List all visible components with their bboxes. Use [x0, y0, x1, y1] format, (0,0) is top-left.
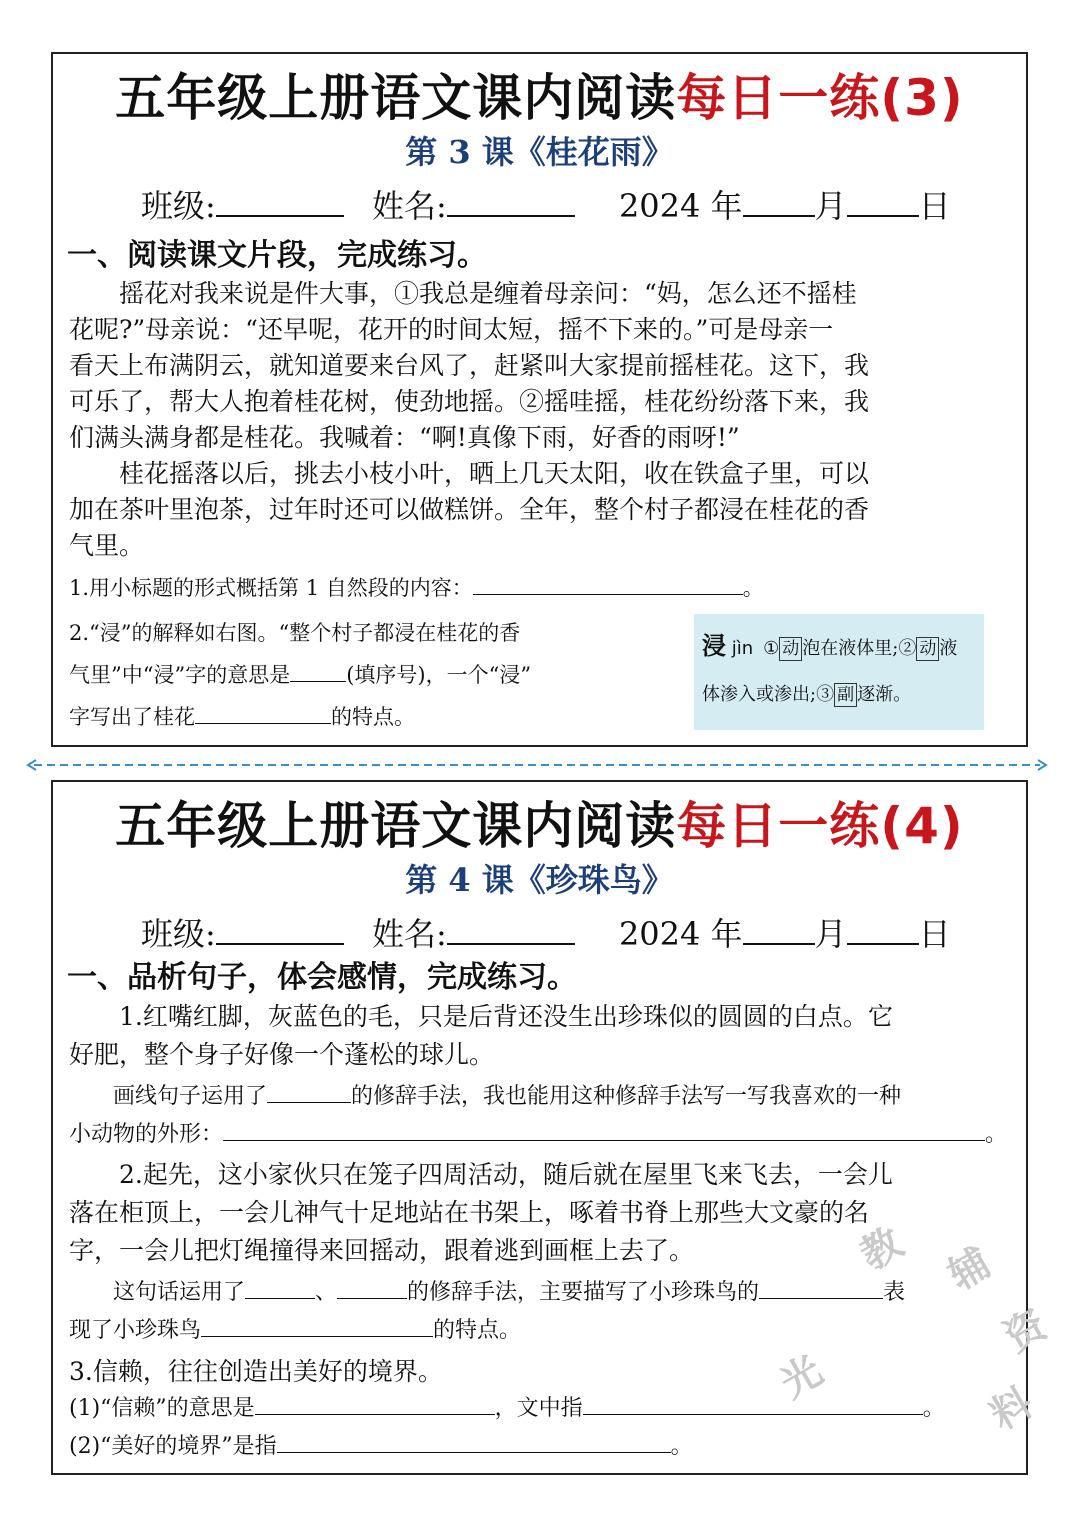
month-blank[interactable] — [743, 913, 815, 945]
day-label: 日 — [918, 915, 951, 953]
question-text: 。 — [922, 1396, 945, 1421]
dashed-divider-arrow — [26, 759, 1048, 771]
watermark-char: 光 — [772, 1346, 831, 1408]
passage-line: 摇花对我来说是件大事，①我总是缠着母亲问：“妈，怎么还不摇桂 — [119, 279, 857, 308]
name-blank[interactable] — [447, 185, 575, 217]
question-text: 的特点。 — [433, 1318, 522, 1343]
question-text: 。 — [985, 1122, 1008, 1147]
title-main: 五年级上册语文课内阅读 — [115, 797, 677, 855]
question-text: 小动物的外形： — [69, 1122, 224, 1147]
year-label: 2024 年 — [618, 915, 743, 953]
class-blank[interactable] — [216, 185, 344, 217]
passage-line: 看天上布满阴云，就知道要来台风了，赶紧叫大家提前摇桂花。这下，我 — [69, 351, 870, 380]
answer-blank[interactable] — [277, 1430, 671, 1453]
reading-passage — [69, 276, 1008, 564]
watermark-char: 辅 — [940, 1238, 999, 1300]
passage-line: 桂花摇落以后，挑去小枝小叶，晒上几天太阳，收在铁盒子里，可以 — [119, 459, 870, 488]
section-heading: 一、品析句子，体会感情，完成练习。 — [67, 960, 577, 995]
sentence-line: 好肥，整个身子好像一个蓬松的球儿。 — [69, 1040, 495, 1069]
dict-pos-tag: 动 — [779, 637, 802, 661]
question-2-line: 字写出了桂花 — [69, 705, 195, 729]
question-text: 现了小珍珠鸟 — [69, 1318, 202, 1343]
answer-blank[interactable] — [583, 1392, 923, 1415]
answer-blank[interactable] — [337, 1276, 407, 1299]
sentence-line: 落在柜顶上，一会儿神气十足地站在书架上，啄着书脊上那些大文豪的名 — [69, 1198, 870, 1227]
answer-blank[interactable] — [223, 1118, 985, 1141]
question-2 — [69, 1274, 1008, 1350]
day-blank[interactable] — [847, 913, 919, 945]
question-1-text: 1.用小标题的形式概括第 1 自然段的内容： — [69, 576, 473, 600]
year-label: 2024 年 — [618, 187, 743, 225]
title-red: 每日一练(4) — [676, 797, 964, 855]
answer-blank[interactable] — [201, 1314, 433, 1337]
question-text: (1)“信赖”的意思是 — [69, 1396, 255, 1421]
question-text: 画线句子运用了 — [113, 1084, 268, 1109]
dict-pos-tag: 动 — [916, 637, 939, 661]
month-label: 月 — [814, 187, 847, 225]
question-text: 的修辞手法，主要描写了小珍珠鸟的 — [407, 1280, 760, 1305]
question-text: 的修辞手法，我也能用这种修辞手法写一写我喜欢的一种 — [351, 1084, 902, 1109]
month-blank[interactable] — [743, 185, 815, 217]
student-info-row — [53, 912, 1026, 956]
question-text: ，文中指 — [494, 1396, 583, 1421]
answer-blank[interactable] — [267, 1080, 351, 1103]
lesson-subtitle: 第 4 课《珍珠鸟》 — [405, 861, 674, 899]
question-text: 这句话运用了 — [113, 1280, 246, 1305]
name-label: 姓名: — [371, 187, 447, 225]
question-3-parts — [69, 1390, 1008, 1466]
watermark-char: 教 — [852, 1218, 911, 1280]
question-2-line: 2.“浸”的解释如右图。“整个村子都浸在桂花的香 — [69, 621, 521, 645]
dict-pos-tag: 副 — [834, 683, 857, 707]
question-text: 。 — [670, 1434, 693, 1459]
question-2-line: (填序号)，一个“浸” — [346, 663, 532, 687]
question-1-end: 。 — [742, 576, 764, 600]
dict-definition: 泡在液体里;② — [802, 638, 917, 659]
day-label: 日 — [918, 187, 951, 225]
passage-line: 可乐了，帮大人抱着桂花树，使劲地摇。②摇哇摇，桂花纷纷落下来，我 — [69, 387, 870, 416]
day-blank[interactable] — [847, 185, 919, 217]
class-blank[interactable] — [216, 913, 344, 945]
answer-blank[interactable] — [245, 1276, 315, 1299]
question-2 — [69, 612, 669, 738]
question-1 — [69, 568, 1008, 608]
worksheet-3 — [51, 52, 1028, 747]
worksheet-title — [53, 796, 1026, 856]
class-label: 班级: — [141, 915, 216, 953]
answer-blank[interactable] — [759, 1276, 883, 1299]
lesson-subtitle: 第 3 课《桂花雨》 — [405, 133, 674, 171]
worksheet-title — [53, 68, 1026, 128]
question-text: 表 — [883, 1280, 906, 1305]
question-text: (2)“美好的境界”是指 — [69, 1434, 277, 1459]
month-label: 月 — [814, 915, 847, 953]
question-3: 3.信赖，往往创造出美好的境界。 — [69, 1357, 443, 1386]
question-2-line: 气里”中“浸”字的意思是 — [69, 663, 291, 687]
title-red: 每日一练(3) — [676, 69, 964, 127]
passage-line: 花呢?”母亲说：“还早呢，花开的时间太短，摇不下来的。”可是母亲一 — [69, 315, 834, 344]
name-label: 姓名: — [371, 915, 447, 953]
sentence-1 — [69, 998, 1008, 1074]
worksheet-4 — [51, 780, 1028, 1475]
question-1 — [69, 1078, 1008, 1154]
passage-line: 加在茶叶里泡茶，过年时还可以做糕饼。全年，整个村子都浸在桂花的香 — [69, 495, 870, 524]
title-main: 五年级上册语文课内阅读 — [115, 69, 677, 127]
dict-definition: 体渗入或渗出;③ — [702, 684, 835, 705]
name-blank[interactable] — [447, 913, 575, 945]
dict-pinyin: jìn — [731, 638, 754, 659]
student-info-row — [53, 184, 1026, 228]
answer-blank[interactable] — [290, 659, 346, 682]
passage-line: 气里。 — [69, 531, 145, 560]
watermark-char: 资 — [996, 1300, 1055, 1362]
dictionary-entry-box — [694, 614, 984, 730]
question-text: 、 — [315, 1280, 338, 1305]
sentence-line: 1.红嘴红脚，灰蓝色的毛，只是后背还没生出珍珠似的圆圆的白点。它 — [119, 1002, 893, 1031]
sentence-line: 字，一会儿把灯绳撞得来回摇动，跟着逃到画框上去了。 — [69, 1236, 695, 1265]
watermark-char: 料 — [982, 1378, 1041, 1440]
answer-blank[interactable] — [473, 572, 743, 595]
answer-blank[interactable] — [255, 1392, 495, 1415]
sentence-line: 2.起先，这小家伙只在笼子四周活动，随后就在屋里飞来飞去，一会儿 — [119, 1160, 893, 1189]
dict-head-char: 浸 — [702, 631, 726, 660]
dict-definition: 逐渐。 — [857, 684, 912, 705]
question-2-line: 的特点。 — [331, 705, 415, 729]
dict-definition: 液 — [939, 638, 958, 659]
dict-number: ① — [763, 638, 780, 659]
answer-blank[interactable] — [195, 701, 331, 724]
section-heading: 一、阅读课文片段，完成练习。 — [67, 238, 487, 273]
passage-line: 们满头满身都是桂花。我喊着：“啊!真像下雨，好香的雨呀!” — [69, 423, 740, 452]
class-label: 班级: — [141, 187, 216, 225]
